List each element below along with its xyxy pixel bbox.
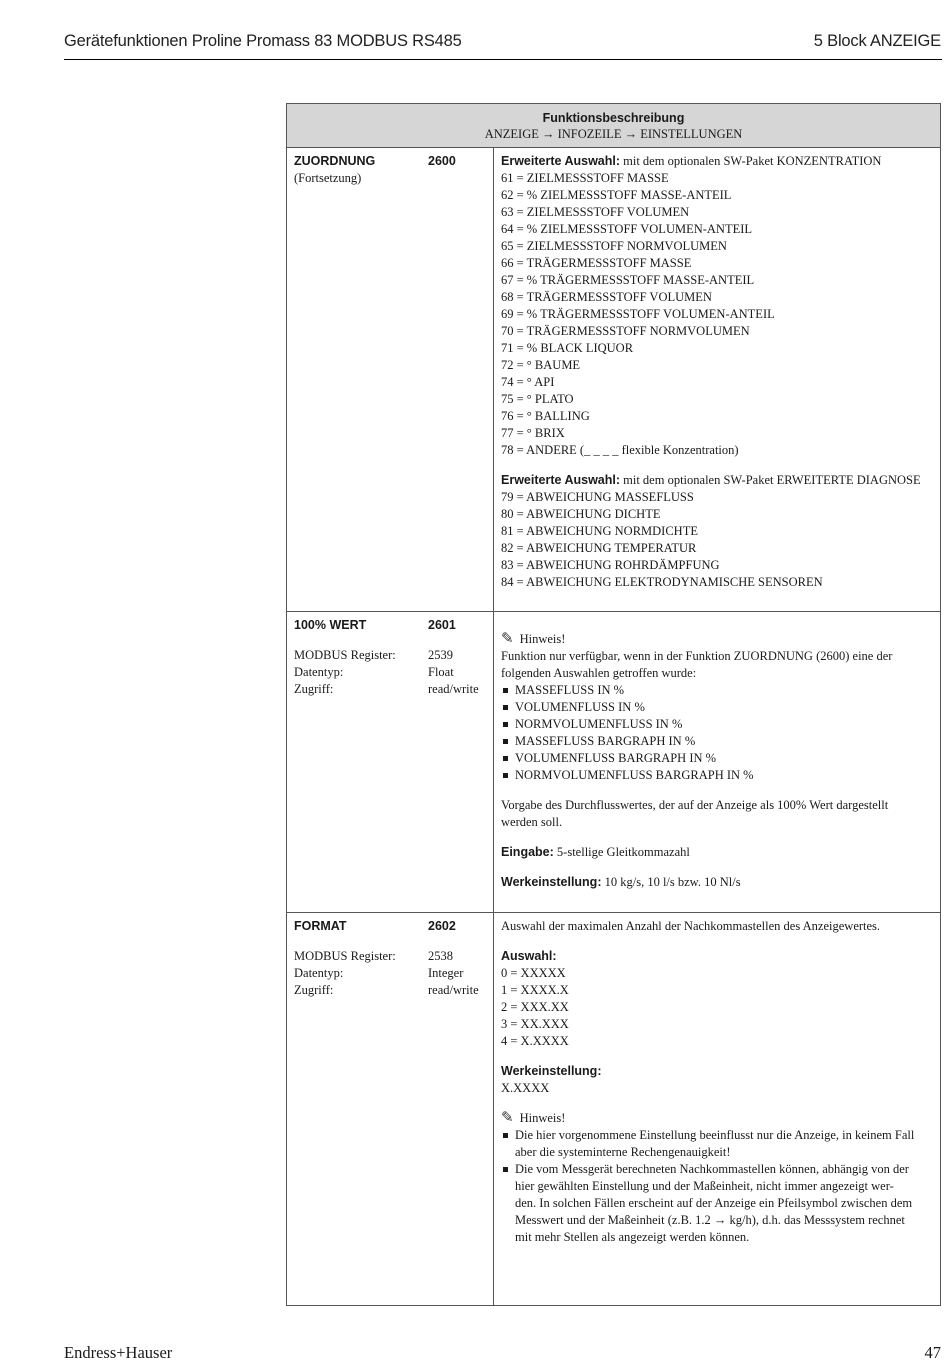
header-title: Gerätefunktionen Proline Promass 83 MODBUS RS485 (64, 32, 462, 50)
option-item: 78 = ANDERE (_ _ _ _ flexible Konzentration) (501, 443, 739, 457)
choice-item: 2 = XXX.XX (501, 1000, 569, 1014)
footer-brand: Endress+Hauser (64, 1343, 173, 1362)
row-format-left (294, 918, 490, 999)
note-heading (501, 1110, 937, 1127)
option-list-konzentration (501, 170, 937, 459)
note-label: Hinweis! (519, 1111, 566, 1125)
option-item: 72 = ° BAUME (501, 358, 581, 372)
note-text: folgenden Auswahlen getroffen wurde: (501, 666, 697, 680)
meta-access: Zugriff: read/write (294, 983, 479, 997)
choice-item: 0 = XXXXX (501, 966, 566, 980)
header-section: 5 Block ANZEIGE (813, 32, 941, 50)
function-table (286, 103, 941, 1306)
bullet-item: MASSEFLUSS BARGRAPH IN % (501, 733, 937, 750)
column-divider (493, 148, 494, 1305)
function-number: 2600 (428, 154, 456, 168)
meta-register: MODBUS Register: 2539 (294, 648, 453, 662)
choice-item: 3 = XX.XXX (501, 1017, 569, 1031)
row-zuordnung-right (501, 153, 937, 591)
option-item: 83 = ABWEICHUNG ROHRDÄMPFUNG (501, 558, 720, 572)
choice-list (501, 965, 937, 1050)
row-format-right (501, 918, 937, 1246)
function-number: 2601 (428, 618, 456, 632)
note-bullet: Die vom Messgerät berechneten Nachkommastellen können, abhängig von der hier gewählten Einstellung und der Maßeinheit, nicht immer angezeigt wer- den. In solchen Fällen erscheint auf der Anzeige ein Pfeilsymbol zwischen dem Messwert und der Maßeinheit (z.B. 1.2 → kg/h), d.h. das Messsystem rechnet mit mehr Stellen als angezeigt werden können. (501, 1161, 937, 1246)
row-divider-2 (287, 912, 940, 913)
meta-datatype: Datentyp: Integer (294, 966, 464, 980)
option-item: 68 = TRÄGERMESSSTOFF VOLUMEN (501, 290, 712, 304)
default-value: X.XXXX (501, 1081, 550, 1095)
default-label: Werkeinstellung: (501, 875, 602, 889)
option-item: 75 = ° PLATO (501, 392, 574, 406)
option-item: 62 = % ZIELMESSSTOFF MASSE-ANTEIL (501, 188, 732, 202)
page-number: 47 (924, 1343, 941, 1362)
note-bullets (501, 1127, 937, 1246)
option-item: 65 = ZIELMESSSTOFF NORMVOLUMEN (501, 239, 727, 253)
input-text: 5-stellige Gleitkommazahl (553, 845, 690, 859)
option-item: 61 = ZIELMESSSTOFF MASSE (501, 171, 669, 185)
option-item: 84 = ABWEICHUNG ELEKTRODYNAMISCHE SENSOREN (501, 575, 823, 589)
note-label: Hinweis! (519, 632, 566, 646)
header-rule (64, 59, 942, 60)
option-item: 82 = ABWEICHUNG TEMPERATUR (501, 541, 697, 555)
choice-label: Auswahl: (501, 949, 557, 963)
row-zuordnung-left (294, 153, 490, 187)
note-text: Funktion nur verfügbar, wenn in der Funktion ZUORDNUNG (2600) eine der (501, 649, 893, 663)
option-item: 66 = TRÄGERMESSSTOFF MASSE (501, 256, 692, 270)
meta-register: MODBUS Register: 2538 (294, 949, 453, 963)
section-label: Erweiterte Auswahl: (501, 154, 621, 168)
option-item: 63 = ZIELMESSSTOFF VOLUMEN (501, 205, 690, 219)
section-text: mit dem optionalen SW-Paket KONZENTRATION (620, 154, 882, 168)
default-text: 10 kg/s, 10 l/s bzw. 10 Nl/s (601, 875, 741, 889)
bullet-item: MASSEFLUSS IN % (501, 682, 937, 699)
default-label: Werkeinstellung: (501, 1064, 602, 1078)
bullet-item: VOLUMENFLUSS IN % (501, 699, 937, 716)
note-heading (501, 631, 937, 648)
row-divider-1 (287, 611, 940, 612)
meta-datatype: Datentyp: Float (294, 665, 454, 679)
option-item: 67 = % TRÄGERMESSSTOFF MASSE-ANTEIL (501, 273, 755, 287)
option-item: 77 = ° BRIX (501, 426, 565, 440)
bullet-item: NORMVOLUMENFLUSS IN % (501, 716, 937, 733)
table-header (287, 104, 940, 148)
function-name: ZUORDNUNG (294, 154, 376, 168)
function-number: 2602 (428, 919, 456, 933)
pencil-icon: ✎ (501, 1110, 514, 1126)
row-100-wert-left (294, 617, 490, 698)
function-name: 100% WERT (294, 618, 367, 632)
option-item: 69 = % TRÄGERMESSSTOFF VOLUMEN-ANTEIL (501, 307, 775, 321)
input-label: Eingabe: (501, 845, 554, 859)
option-item: 81 = ABWEICHUNG NORMDICHTE (501, 524, 698, 538)
option-item: 70 = TRÄGERMESSSTOFF NORMVOLUMEN (501, 324, 750, 338)
option-item: 79 = ABWEICHUNG MASSEFLUSS (501, 490, 694, 504)
option-item: 71 = % BLACK LIQUOR (501, 341, 634, 355)
section-label: Erweiterte Auswahl: (501, 473, 621, 487)
intro-text: Auswahl der maximalen Anzahl der Nachkommastellen des Anzeigewertes. (501, 919, 881, 933)
bullet-item: VOLUMENFLUSS BARGRAPH IN % (501, 750, 937, 767)
choice-item: 4 = X.XXXX (501, 1034, 569, 1048)
section-text: mit dem optionalen SW-Paket ERWEITERTE DIAGNOSE (620, 473, 921, 487)
option-item: 76 = ° BALLING (501, 409, 590, 423)
function-name: FORMAT (294, 919, 347, 933)
pencil-icon: ✎ (501, 631, 514, 647)
table-header-path: ANZEIGE → INFOZEILE → EINSTELLUNGEN (484, 127, 743, 141)
meta-access: Zugriff: read/write (294, 682, 479, 696)
description-text: Vorgabe des Durchflusswertes, der auf der Anzeige als 100% Wert dargestellt (501, 798, 889, 812)
continuation-label: (Fortsetzung) (294, 171, 362, 185)
choice-item: 1 = XXXX.X (501, 983, 569, 997)
bullet-list (501, 682, 937, 784)
note-bullet: Die hier vorgenommene Einstellung beeinflusst nur die Anzeige, in keinem Fall aber die systeminterne Rechengenauigkeit! (501, 1127, 937, 1161)
table-header-title: Funktionsbeschreibung (542, 111, 685, 125)
bullet-item: NORMVOLUMENFLUSS BARGRAPH IN % (501, 767, 937, 784)
description-text: werden soll. (501, 815, 563, 829)
option-item: 80 = ABWEICHUNG DICHTE (501, 507, 661, 521)
option-item: 64 = % ZIELMESSSTOFF VOLUMEN-ANTEIL (501, 222, 753, 236)
option-list-diagnose (501, 489, 937, 591)
option-item: 74 = ° API (501, 375, 555, 389)
row-100-wert-right (501, 617, 937, 891)
